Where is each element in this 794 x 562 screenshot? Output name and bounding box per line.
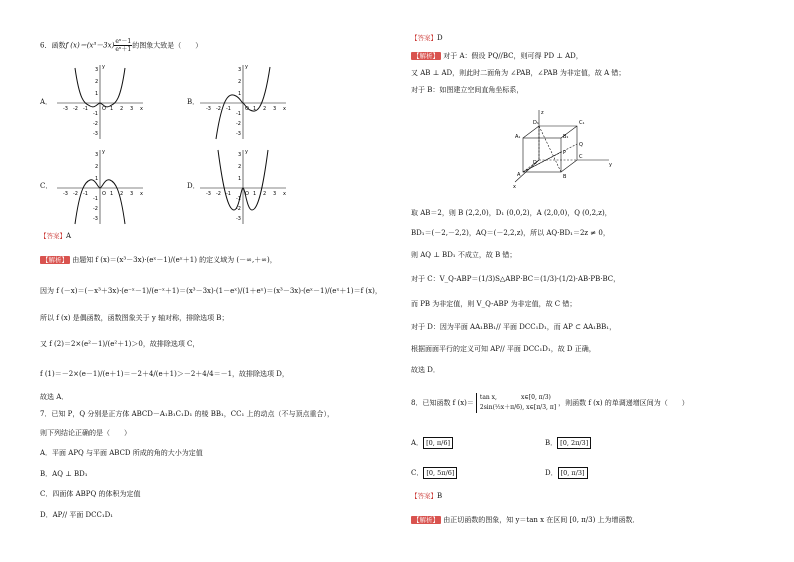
q7-analysis-line-8: 而 PB 为非定值，则 V_Q-ABP 为非定值，故 C 错； [411, 300, 577, 308]
svg-text:-2: -2 [93, 121, 98, 127]
svg-text:D: D [533, 160, 537, 166]
svg-text:2: 2 [238, 79, 242, 85]
svg-text:C: C [579, 154, 583, 160]
q6-option-c-graph[interactable] [55, 148, 145, 230]
q6-answer: 【答案】A [40, 232, 72, 240]
q6-graph-c-svg [55, 148, 145, 226]
cube-figure [509, 108, 619, 194]
svg-text:y: y [609, 162, 612, 168]
svg-text:z: z [541, 110, 544, 116]
q7-analysis-line-3: 对于 B：如图建立空间直角坐标系， [411, 86, 524, 94]
q6-graph-a-svg [55, 63, 145, 141]
q8-option-d[interactable]: D． [0, π/3] [545, 467, 588, 479]
svg-text:3: 3 [95, 152, 99, 158]
svg-text:x: x [283, 106, 286, 112]
svg-text:O: O [102, 106, 106, 112]
svg-text:3: 3 [130, 106, 134, 112]
q7-analysis-line-6: 则 AQ ⊥ BD₁ 不成立，故 B 错； [411, 251, 517, 259]
svg-text:-2: -2 [236, 121, 241, 127]
q7-analysis-line-9: 对于 D：因为平面 AA₁BB₁// 平面 DCC₁D₁，而 AP ⊂ AA₁BB₁， [411, 323, 617, 331]
q8-option-c[interactable]: C． [0, 5π/6] [411, 467, 457, 479]
q6-option-d-label[interactable]: D． [187, 182, 200, 190]
svg-text:1: 1 [253, 191, 257, 197]
svg-text:1: 1 [238, 91, 242, 97]
svg-text:D₁: D₁ [533, 120, 539, 126]
svg-text:-2: -2 [236, 206, 241, 212]
svg-text:-1: -1 [236, 111, 241, 117]
svg-text:-3: -3 [63, 106, 68, 112]
svg-text:-1: -1 [83, 106, 88, 112]
svg-text:3: 3 [130, 191, 134, 197]
svg-text:C₁: C₁ [579, 120, 585, 126]
q6-option-c-label[interactable]: C． [40, 182, 53, 190]
q7-option-b[interactable]: B．AQ ⊥ BD₁ [40, 470, 88, 478]
svg-text:-1: -1 [83, 191, 88, 197]
q6-analysis-line-1: 【解析】 由题知 f (x)＝(x³－3x)·(eˣ－1)/(eˣ＋1) 的定义域为 (－∞,＋∞)， [42, 256, 277, 264]
q7-stem-1: 7．已知 P，Q 分别是正方体 ABCD－A₁B₁C₁D₁ 的棱 BB₁，CC₁ 上的动点（不与顶点重合）， [40, 410, 335, 418]
svg-text:2: 2 [263, 106, 267, 112]
svg-text:1: 1 [95, 176, 99, 182]
q7-analysis-line-7: 对于 C：V_Q-ABP＝(1/3)S△ABP·BC＝(1/3)·(1/2)·AB·PB·BC， [411, 275, 621, 283]
q7-analysis-line-10: 根据面面平行的定义可知 AP// 平面 DCC₁D₁，故 D 正确， [411, 345, 596, 353]
svg-text:-1: -1 [236, 196, 241, 202]
q6-option-a-graph[interactable] [55, 63, 145, 145]
svg-text:3: 3 [95, 67, 99, 73]
q7-analysis-line-5: BD₁＝(－2,－2,2)，AQ＝(－2,2,z)，所以 AQ·BD₁＝2z ≠ 0， [411, 229, 610, 237]
svg-text:P: P [563, 150, 567, 156]
svg-text:y: y [102, 64, 105, 70]
svg-text:-3: -3 [63, 191, 68, 197]
q7-option-d[interactable]: D．AP// 平面 DCC₁D₁ [40, 511, 114, 519]
svg-text:1: 1 [110, 106, 114, 112]
svg-text:-1: -1 [226, 106, 231, 112]
svg-text:2: 2 [95, 79, 99, 85]
q7-analysis-line-2: 又 AB ⊥ AD，则此时二面角为 ∠PAB，∠PAB 为非定值，故 A 错； [411, 69, 626, 77]
svg-text:Q: Q [579, 142, 583, 148]
q8-stem: 8．已知函数 f (x)＝ tan x, x∈[0, π/3) 2sin(½x＋π/6), x∈[π/3, π] ，则函数 f (x) 的单调递增区间为（ ） [411, 394, 689, 411]
q6-analysis-line-6: 故选 A． [40, 393, 69, 401]
svg-text:-2: -2 [216, 191, 221, 197]
q8-analysis: 【解析】 由正切函数的图象，知 y＝tan x 在区间 [0, π/3) 上为增函数． [413, 516, 640, 524]
right-column [397, 0, 794, 562]
q8-answer: 【答案】B [411, 492, 443, 500]
svg-text:O: O [245, 106, 249, 112]
svg-text:O: O [245, 191, 249, 197]
svg-text:-3: -3 [93, 131, 98, 137]
q7-answer: 【答案】D [411, 34, 443, 42]
q7-stem-2: 则下列结论正确的是（ ） [40, 429, 131, 437]
svg-text:-3: -3 [206, 191, 211, 197]
svg-text:x: x [513, 184, 516, 190]
svg-text:1: 1 [95, 91, 99, 97]
cube-svg [509, 108, 619, 190]
q6-analysis-line-5: f (1)＝－2×(e－1)/(e＋1)＝－2＋4/(e＋1)＞－2＋4/4＝－1，故排除选项 D， [40, 370, 289, 378]
svg-text:y: y [245, 64, 248, 70]
svg-text:3: 3 [238, 152, 242, 158]
q6-graph-b-svg [198, 63, 288, 141]
svg-text:2: 2 [263, 191, 267, 197]
svg-text:3: 3 [273, 191, 277, 197]
svg-text:3: 3 [273, 106, 277, 112]
q7-analysis-line-4: 取 AB＝2，则 B (2,2,0)，D₁ (0,0,2)，A (2,0,0)，Q (0,2,z)， [411, 209, 612, 217]
q6-analysis-line-4: 又 f (2)＝2×(e²－1)/(e²＋1)＞0，故排除选项 C， [40, 340, 200, 348]
svg-text:-1: -1 [226, 191, 231, 197]
svg-text:-1: -1 [93, 196, 98, 202]
svg-text:-1: -1 [93, 111, 98, 117]
q8-option-a[interactable]: A． [0, π/6] [411, 437, 453, 449]
svg-text:-3: -3 [93, 216, 98, 222]
svg-text:2: 2 [120, 191, 124, 197]
svg-text:B₁: B₁ [563, 134, 569, 140]
svg-text:-3: -3 [206, 106, 211, 112]
q7-analysis-line-11: 故选 D． [411, 366, 440, 374]
svg-text:-2: -2 [93, 206, 98, 212]
svg-text:A₁: A₁ [515, 134, 521, 140]
svg-text:2: 2 [95, 164, 99, 170]
svg-text:y: y [245, 149, 248, 155]
svg-text:2: 2 [120, 106, 124, 112]
q6-option-d-graph[interactable] [198, 148, 288, 230]
svg-text:-3: -3 [236, 131, 241, 137]
svg-text:1: 1 [238, 176, 242, 182]
svg-text:y: y [102, 149, 105, 155]
q6-graph-d-svg [198, 148, 288, 226]
q7-analysis-line-1: 【解析】 对于 A：假设 PQ//BC，则可得 PD ⊥ AD， [413, 52, 583, 60]
svg-text:3: 3 [238, 67, 242, 73]
q6-analysis-line-3: 所以 f (x) 是偶函数，函数图象关于 y 轴对称，排除选项 B； [40, 314, 229, 322]
svg-text:B: B [563, 174, 567, 180]
svg-text:A: A [517, 172, 521, 178]
svg-text:O: O [102, 191, 106, 197]
q6-analysis-line-2: 因为 f (－x)＝(－x³＋3x)·(e⁻ˣ－1)/(e⁻ˣ＋1)＝(x³－3x)·(1－eˣ)/(1＋eˣ)＝(x³－3x)·(eˣ－1)/(eˣ＋1)＝f (x)， [40, 287, 382, 295]
q6-option-a-label[interactable]: A． [40, 98, 53, 106]
q6-stem: 6．函数f (x)＝(x³－3x) $\frac{\text{eˣ－1}}{\text{eˣ＋1}}$ 的图象大致是（ ） [40, 38, 203, 53]
svg-text:2: 2 [238, 164, 242, 170]
svg-text:-3: -3 [236, 216, 241, 222]
svg-text:-2: -2 [73, 191, 78, 197]
svg-text:-2: -2 [216, 106, 221, 112]
q6-option-b-label[interactable]: B． [187, 98, 200, 106]
svg-text:x: x [140, 191, 143, 197]
svg-text:1: 1 [253, 106, 257, 112]
svg-text:x: x [140, 106, 143, 112]
q7-option-c[interactable]: C．四面体 ABPQ 的体积为定值 [40, 490, 141, 498]
svg-text:-2: -2 [73, 106, 78, 112]
q7-option-a[interactable]: A．平面 APQ 与平面 ABCD 所成的角的大小为定值 [40, 449, 203, 457]
svg-text:1: 1 [110, 191, 114, 197]
q8-option-b[interactable]: B． [0, 2π/3] [545, 437, 591, 449]
q6-option-b-graph[interactable] [198, 63, 288, 145]
svg-text:x: x [283, 191, 286, 197]
